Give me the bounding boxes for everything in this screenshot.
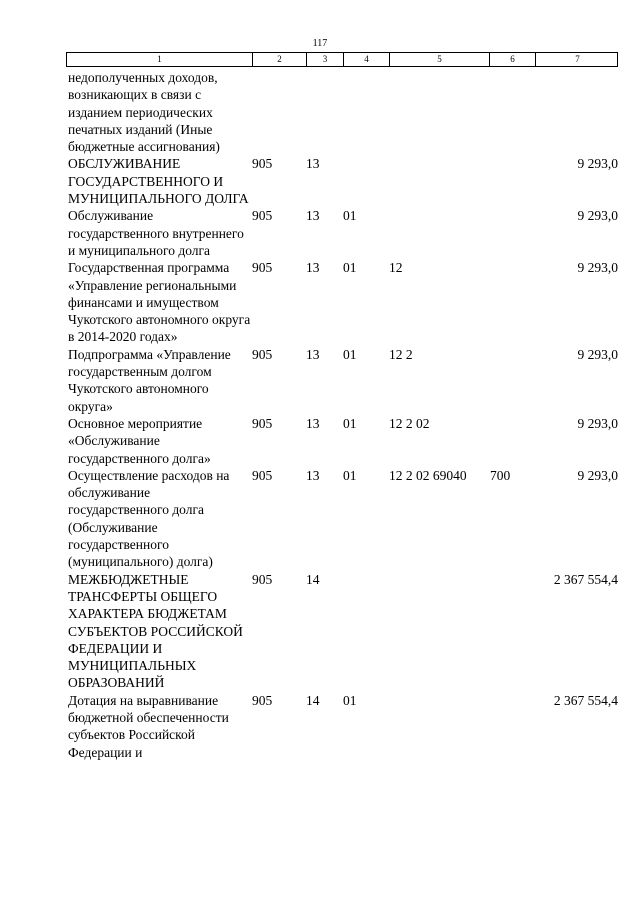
row-section: 13	[306, 260, 320, 276]
row-subsection: 01	[343, 415, 357, 431]
row-sum: 9 293,0	[577, 415, 618, 431]
table-row	[0, 69, 640, 155]
row-section: 13	[306, 208, 320, 224]
row-target-article: 12	[389, 260, 403, 276]
row-sum: 9 293,0	[577, 346, 618, 362]
row-name: Осуществление расходов на обслуживание государственного долга (Обслуживание государственного (муниципального) долга)	[68, 467, 230, 570]
table-row	[0, 346, 640, 415]
row-name: МЕЖБЮДЖЕТНЫЕ ТРАНСФЕРТЫ ОБЩЕГО ХАРАКТЕРА БЮДЖЕТАМ СУБЪЕКТОВ РОССИЙСКОЙ ФЕДЕРАЦИИ И МУНИЦИПАЛЬНЫХ ОБРАЗОВАНИЙ	[68, 571, 243, 691]
row-admin-code: 905	[252, 692, 273, 708]
row-name: Дотация на выравнивание бюджетной обеспеченности субъектов Российской Федерации и	[68, 692, 229, 760]
header-col-5: 5	[390, 53, 490, 66]
row-target-article: 12 2	[389, 346, 413, 362]
row-admin-code: 905	[252, 156, 273, 172]
row-name: Основное мероприятие «Обслуживание государственного долга»	[68, 415, 211, 466]
row-name: Государственная программа «Управление региональными финансами и имуществом Чукотского автономного округа в 2014-2020 годах»	[68, 260, 251, 345]
table-row	[0, 415, 640, 467]
row-subsection: 01	[343, 467, 357, 483]
row-admin-code: 905	[252, 415, 273, 431]
row-section: 14	[306, 692, 320, 708]
row-sum: 2 367 554,4	[553, 571, 618, 587]
row-admin-code: 905	[252, 260, 273, 276]
table-row	[0, 692, 640, 761]
row-section: 13	[306, 415, 320, 431]
table-body	[0, 69, 640, 761]
row-target-article: 12 2 02	[389, 415, 430, 431]
row-section: 13	[306, 156, 320, 172]
row-admin-code: 905	[252, 346, 273, 362]
row-admin-code: 905	[252, 208, 273, 224]
row-sum: 2 367 554,4	[553, 692, 618, 708]
table-row	[0, 207, 640, 259]
table-header	[66, 52, 618, 67]
header-col-4: 4	[344, 53, 390, 66]
row-sum: 9 293,0	[577, 156, 618, 172]
row-sum: 9 293,0	[577, 260, 618, 276]
header-col-1: 1	[67, 53, 253, 66]
row-admin-code: 905	[252, 467, 273, 483]
row-name: недополученных доходов, возникающих в связи с изданием периодических печатных изданий (Иные бюджетные ассигнования)	[68, 70, 220, 155]
table-row	[0, 155, 640, 207]
row-admin-code: 905	[252, 571, 273, 587]
row-subsection: 01	[343, 208, 357, 224]
row-expense-type: 700	[490, 467, 511, 483]
row-sum: 9 293,0	[577, 208, 618, 224]
row-subsection: 01	[343, 346, 357, 362]
row-section: 13	[306, 346, 320, 362]
row-name: Обслуживание государственного внутреннего и муниципального долга	[68, 208, 244, 258]
row-target-article: 12 2 02 69040	[389, 467, 467, 483]
table-row	[0, 571, 640, 692]
table-row	[0, 259, 640, 345]
table-row	[0, 467, 640, 571]
row-section: 14	[306, 571, 320, 587]
row-name: Подпрограмма «Управление государственным долгом Чукотского автономного округа»	[68, 346, 231, 414]
header-col-3: 3	[307, 53, 344, 66]
header-col-2: 2	[253, 53, 307, 66]
row-name: ОБСЛУЖИВАНИЕ ГОСУДАРСТВЕННОГО И МУНИЦИПАЛЬНОГО ДОЛГА	[68, 156, 249, 207]
header-col-6: 6	[490, 53, 536, 66]
header-col-7: 7	[575, 54, 580, 64]
row-section: 13	[306, 467, 320, 483]
row-subsection: 01	[343, 692, 357, 708]
row-sum: 9 293,0	[577, 467, 618, 483]
row-subsection: 01	[343, 260, 357, 276]
page-number: 117	[312, 38, 328, 49]
